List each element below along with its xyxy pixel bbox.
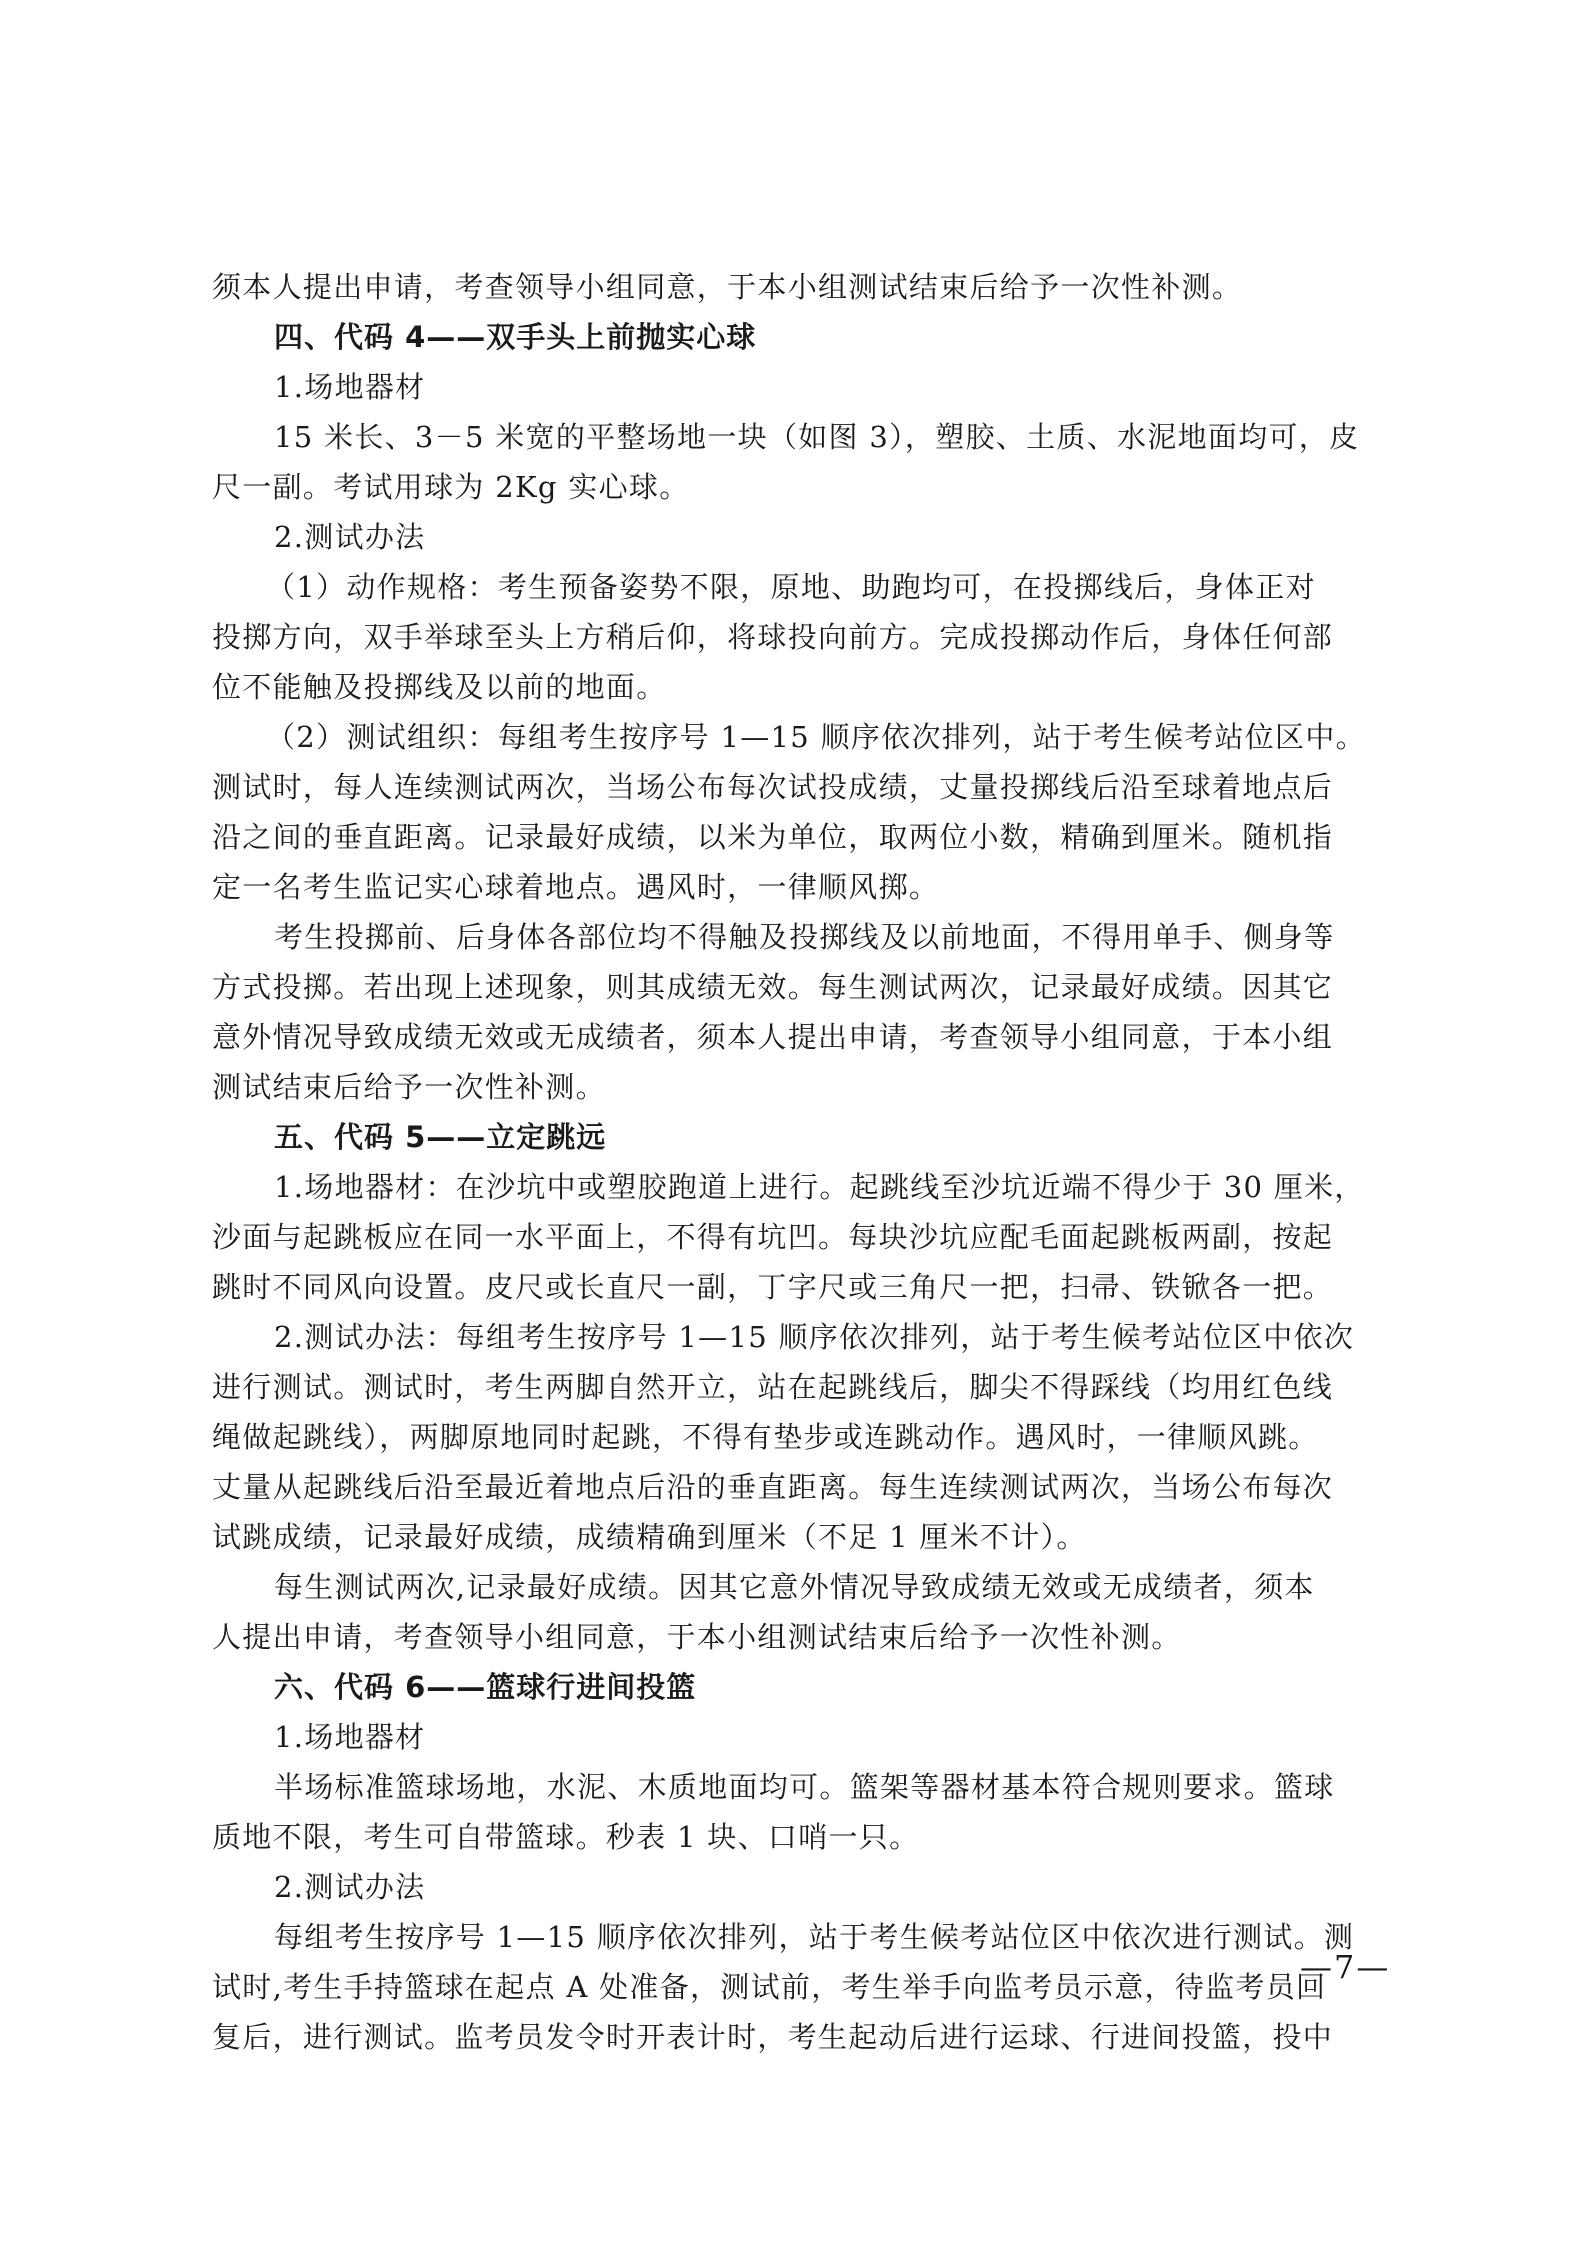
paragraph [212, 712, 1392, 912]
text-line: 意外情况导致成绩无效或无成绩者，须本人提出申请，考查领导小组同意，于本小组 [212, 1020, 1334, 1054]
paragraph [212, 1312, 1392, 1562]
text-line: 跳时不同风向设置。皮尺或长直尺一副，丁字尺或三角尺一把，扫帚、铁锨各一把。 [212, 1270, 1334, 1304]
paragraph [212, 512, 1392, 562]
text-line: 绳做起跳线），两脚原地同时起跳，不得有垫步或连跳动作。遇风时，一律顺风跳。 [212, 1420, 1319, 1454]
text-line: 四、代码 4——双手头上前抛实心球 [274, 320, 757, 354]
text-line: 考生投掷前、后身体各部位均不得触及投掷线及以前地面，不得用单手、侧身等 [274, 920, 1335, 954]
text-line: 测试结束后给予一次性补测。 [212, 1070, 606, 1104]
text-line: 定一名考生监记实心球着地点。遇风时，一律顺风掷。 [212, 870, 940, 904]
text-line: 每生测试两次,记录最好成绩。因其它意外情况导致成绩无效或无成绩者，须本 [274, 1570, 1315, 1604]
text-line: 1.场地器材：在沙坑中或塑胶跑道上进行。起跳线至沙坑近端不得少于 30 厘米， [274, 1170, 1365, 1204]
text-line: 进行测试。测试时，考生两脚自然开立，站在起跳线后，脚尖不得踩线（均用红色线 [212, 1370, 1334, 1404]
text-line: 丈量从起跳线后沿至最近着地点后沿的垂直距离。每生连续测试两次，当场公布每次 [212, 1470, 1334, 1504]
text-line: 每组考生按序号 1—15 顺序依次排列，站于考生候考站位区中依次进行测试。测 [274, 1920, 1355, 1954]
paragraph [212, 1912, 1392, 2062]
paragraph [212, 1762, 1392, 1862]
text-line: 尺一副。考试用球为 2Kg 实心球。 [212, 470, 690, 504]
text-line: 复后，进行测试。监考员发令时开表计时，考生起动后进行运球、行进间投篮，投中 [212, 2020, 1334, 2054]
text-line: 2.测试办法：每组考生按序号 1—15 顺序依次排列，站于考生候考站位区中依次 [274, 1320, 1355, 1354]
section-heading [212, 1662, 1392, 1712]
text-line: 2.测试办法 [274, 1870, 426, 1904]
paragraph [212, 912, 1392, 1112]
text-line: 测试时，每人连续测试两次，当场公布每次试投成绩，丈量投掷线后沿至球着地点后 [212, 770, 1334, 804]
paragraph [212, 262, 1392, 312]
text-line: 沙面与起跳板应在同一水平面上，不得有坑凹。每块沙坑应配毛面起跳板两副，按起 [212, 1220, 1334, 1254]
text-line: 1.场地器材 [274, 1720, 426, 1754]
paragraph [212, 1562, 1392, 1662]
paragraph [212, 1712, 1392, 1762]
text-line: 位不能触及投掷线及以前的地面。 [212, 670, 667, 704]
text-line: （1）动作规格：考生预备姿势不限，原地、助跑均可，在投掷线后，身体正对 [266, 570, 1316, 604]
text-line: 五、代码 5——立定跳远 [274, 1120, 607, 1154]
text-line: 投掷方向，双手举球至头上方稍后仰，将球投向前方。完成投掷动作后，身体任何部 [212, 620, 1334, 654]
text-line: 方式投掷。若出现上述现象，则其成绩无效。每生测试两次，记录最好成绩。因其它 [212, 970, 1334, 1004]
text-line: 试时,考生手持篮球在起点 A 处准备，测试前，考生举手向监考员示意，待监考员回 [212, 1970, 1327, 2004]
text-line: 试跳成绩，记录最好成绩，成绩精确到厘米（不足 1 厘米不计）。 [212, 1520, 1087, 1554]
paragraph [212, 1862, 1392, 1912]
text-line: 质地不限，考生可自带篮球。秒表 1 块、口哨一只。 [212, 1820, 920, 1854]
page-number: —7— [1300, 1948, 1391, 1986]
paragraph [212, 562, 1392, 712]
text-line: 15 米长、3－5 米宽的平整场地一块（如图 3），塑胶、土质、水泥地面均可，皮 [274, 420, 1360, 454]
text-line: 2.测试办法 [274, 520, 426, 554]
text-line: 1.场地器材 [274, 370, 426, 404]
paragraph [212, 412, 1392, 512]
text-line: 半场标准篮球场地，水泥、木质地面均可。篮架等器材基本符合规则要求。篮球 [274, 1770, 1335, 1804]
section-heading [212, 312, 1392, 362]
text-line: 须本人提出申请，考查领导小组同意，于本小组测试结束后给予一次性补测。 [212, 270, 1243, 304]
text-line: 六、代码 6——篮球行进间投篮 [274, 1670, 697, 1704]
section-heading [212, 1112, 1392, 1162]
document-body [212, 262, 1392, 2062]
paragraph [212, 1162, 1392, 1312]
text-line: （2）测试组织：每组考生按序号 1—15 顺序依次排列，站于考生候考站位区中。 [266, 720, 1366, 754]
text-line: 沿之间的垂直距离。记录最好成绩，以米为单位，取两位小数，精确到厘米。随机指 [212, 820, 1334, 854]
paragraph [212, 362, 1392, 412]
text-line: 人提出申请，考查领导小组同意，于本小组测试结束后给予一次性补测。 [212, 1620, 1182, 1654]
